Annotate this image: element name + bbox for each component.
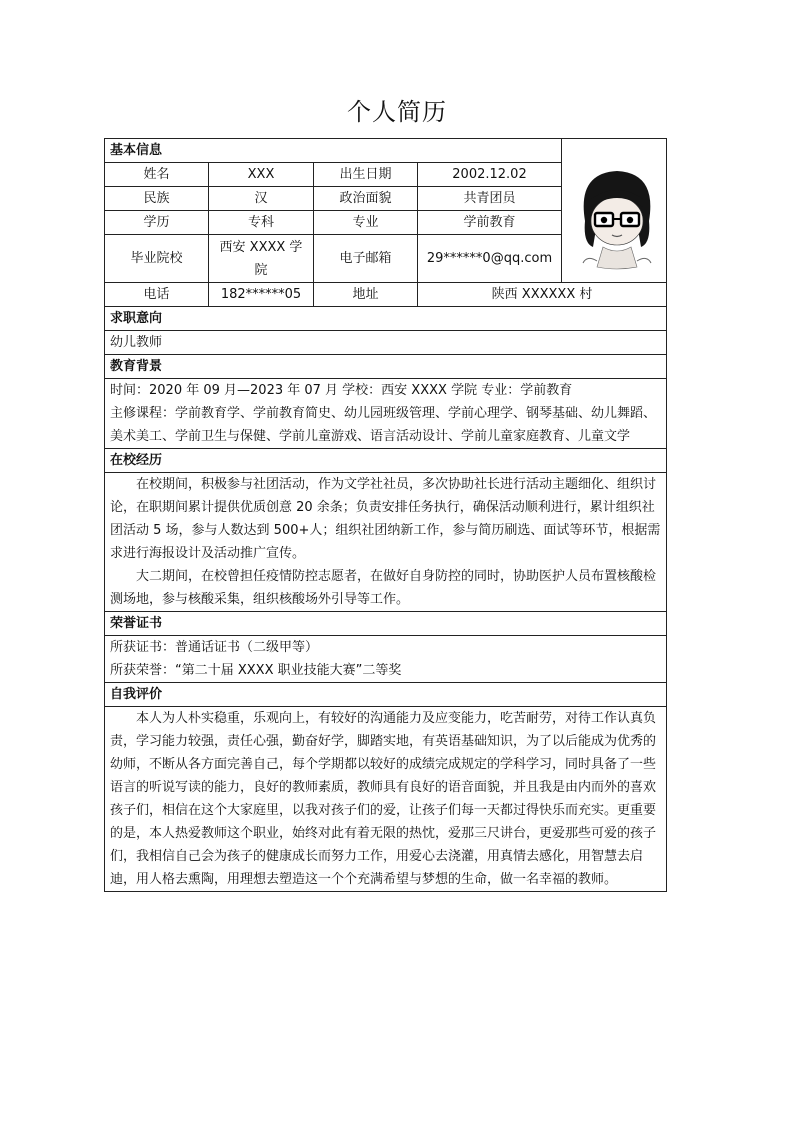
honors-award: 所获荣誉：“第二十届 XXXX 职业技能大赛”二等奖 [110, 663, 402, 678]
name-label: 姓名 [105, 163, 209, 187]
email-label: 电子邮箱 [314, 235, 418, 283]
section-job-intent: 求职意向 [105, 307, 667, 331]
address-label: 地址 [314, 283, 418, 307]
section-education: 教育背景 [105, 355, 667, 379]
honors-content [105, 636, 667, 683]
political-value: 共青团员 [418, 187, 562, 211]
ethnic-value: 汉 [209, 187, 314, 211]
degree-value: 专科 [209, 211, 314, 235]
school-value: 西安 XXXX 学院 [209, 235, 314, 283]
photo-cell [562, 139, 667, 283]
birth-value: 2002.12.02 [418, 163, 562, 187]
major-value: 学前教育 [418, 211, 562, 235]
campus-content [105, 473, 667, 612]
section-honors: 荣誉证书 [105, 612, 667, 636]
education-period: 时间：2020 年 09 月—2023 年 07 月 学校：西安 XXXX 学院 专业：学前教育 [110, 383, 573, 398]
section-campus-experience: 在校经历 [105, 449, 667, 473]
self-evaluation-text: 本人为人朴实稳重，乐观向上，有较好的沟通能力及应变能力，吃苦耐劳，对待工作认真负责，学习能力较强，责任心强，勤奋好学，脚踏实地，有英语基础知识，为了以后能成为优秀的幼师，不断从各方面完善自己，每个学期都以较好的成绩完成规定的学科学习，同时具备了一些语言的听说写读的能力，良好的教师素质，教师具有良好的语音面貌，并且我是由内而外的喜欢孩子们，相信在这个大家庭里，以我对孩子们的爱，让孩子们每一天都过得快乐而充实。更重要的是，本人热爱教师这个职业，始终对此有着无限的热忱，爱那三尺讲台，更爱那些可爱的孩子们，我相信自己会为孩子的健康成长而努力工作，用爱心去浇灌，用真情去感化，用智慧去启迪，用人格去熏陶，用理想去塑造这一个个充满希望与梦想的生命，做一名幸福的教师。 [110, 711, 657, 887]
self-evaluation-content [105, 707, 667, 892]
school-label: 毕业院校 [105, 235, 209, 283]
honors-certificate: 所获证书：普通话证书（二级甲等） [110, 640, 319, 655]
major-label: 专业 [314, 211, 418, 235]
phone-value: 182******05 [209, 283, 314, 307]
name-value: XXX [209, 163, 314, 187]
campus-paragraph-1: 在校期间，积极参与社团活动，作为文学社社员，多次协助社长进行活动主题细化、组织讨论，在职期间累计提供优质创意 20 余条；负责安排任务执行，确保活动顺利进行，累计组织社团活动 5 场，参与人数达到 500+人；组织社团纳新工作，参与简历刷选、面试等环节，根据需求进行海报设计及活动推广宣传。 [110, 477, 661, 561]
resume-table [104, 138, 667, 892]
email-value: 29******0@qq.com [418, 235, 562, 283]
page-title: 个人简历 [347, 98, 447, 126]
education-courses: 主修课程：学前教育学、学前教育简史、幼儿园班级管理、学前心理学、钢琴基础、幼儿舞蹈、美术美工、学前卫生与保健、学前儿童游戏、语言活动设计、学前儿童家庭教育、儿童文学 [110, 406, 657, 444]
address-value: 陕西 XXXXXX 村 [418, 283, 667, 307]
education-content [105, 379, 667, 449]
section-basic-info: 基本信息 [105, 139, 562, 163]
avatar [567, 163, 667, 271]
birth-label: 出生日期 [314, 163, 418, 187]
job-intent-value: 幼儿教师 [105, 331, 667, 355]
section-self-evaluation: 自我评价 [105, 683, 667, 707]
political-label: 政治面貌 [314, 187, 418, 211]
degree-label: 学历 [105, 211, 209, 235]
campus-paragraph-2: 大二期间，在校曾担任疫情防控志愿者，在做好自身防控的同时，协助医护人员布置核酸检测场地，参与核酸采集，组织核酸场外引导等工作。 [110, 569, 657, 607]
phone-label: 电话 [105, 283, 209, 307]
ethnic-label: 民族 [105, 187, 209, 211]
